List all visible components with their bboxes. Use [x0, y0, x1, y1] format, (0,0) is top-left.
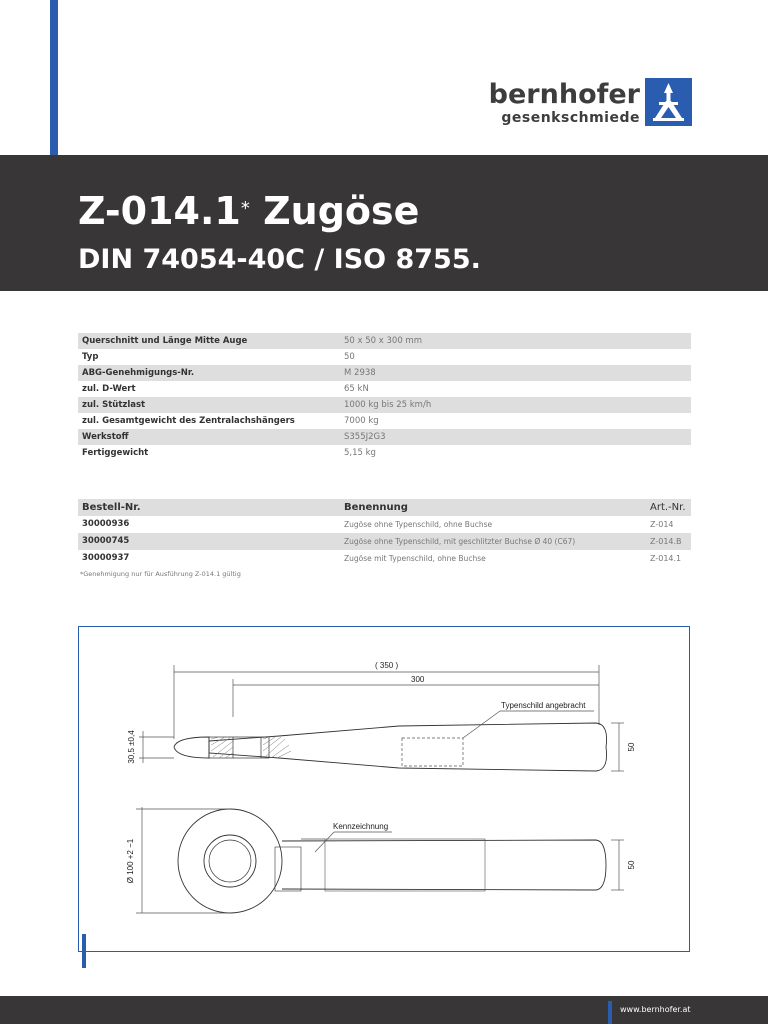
spec-value: M 2938 — [340, 365, 691, 381]
designation: Zugöse ohne Typenschild, ohne Buchse — [344, 520, 493, 529]
order-number: 30000937 — [82, 553, 130, 563]
footer-url-link[interactable]: www.bernhofer.at — [620, 1005, 691, 1014]
column-header-designation: Benennung — [340, 499, 646, 516]
table-row — [78, 533, 691, 550]
table-row — [78, 516, 691, 533]
table-row — [78, 429, 691, 445]
table-row — [78, 397, 691, 413]
eye-side-view — [178, 809, 282, 913]
dimension-height-top: 50 — [627, 742, 636, 752]
article-number: Z-014.B — [646, 533, 691, 550]
eye-top-view — [209, 723, 607, 771]
spec-value: S355J2G3 — [340, 429, 691, 445]
footnote: *Genehmigung nur für Ausführung Z-014.1 gültig — [80, 570, 241, 578]
order-number: 30000936 — [82, 519, 130, 529]
spec-table — [78, 333, 691, 461]
spec-value: 5,15 kg — [344, 448, 376, 458]
company-logo — [482, 78, 692, 130]
dimension-height-bottom: 50 — [627, 860, 636, 870]
article-number: Z-014.1 — [650, 554, 682, 563]
table-header-row — [78, 499, 691, 516]
article-number: Z-014 — [650, 520, 674, 529]
dimension-eye-diameter: Ø 100 +2 −1 — [126, 838, 135, 884]
table-row — [78, 349, 691, 365]
technical-drawing — [78, 626, 690, 952]
spec-label: zul. Stützlast — [78, 397, 340, 413]
marking-label: Kennzeichnung — [333, 822, 389, 831]
spec-label: Werkstoff — [78, 429, 340, 445]
dimension-length: 300 — [411, 675, 425, 684]
designation: Zugöse mit Typenschild, ohne Buchse — [344, 554, 486, 563]
order-number: 30000745 — [78, 533, 340, 550]
page-title: Z-014.1* Zugöse — [78, 189, 420, 233]
table-row — [78, 445, 691, 461]
table-row — [78, 550, 691, 567]
column-header-order-number: Bestell-Nr. — [78, 499, 340, 516]
order-table — [78, 499, 691, 567]
spec-value: 50 x 50 x 300 mm — [340, 333, 691, 349]
dimension-overall: ( 350 ) — [375, 661, 399, 670]
accent-bar-bottom — [82, 934, 86, 968]
dimension-eye-thickness: 30,5 ±0,4 — [127, 730, 136, 764]
logo-wordmark: bernhofer — [488, 79, 640, 110]
plate-label: Typenschild angebracht — [501, 701, 586, 710]
spec-label: Fertiggewicht — [82, 448, 149, 458]
spec-value: 65 kN — [344, 384, 369, 394]
spec-label: zul. Gesamtgewicht des Zentralachshängers — [82, 416, 295, 426]
spec-value: 50 — [344, 352, 355, 362]
spec-label: zul. D-Wert — [82, 384, 136, 394]
page-subtitle: DIN 74054-40C / ISO 8755. — [78, 244, 481, 275]
spec-label: Typ — [82, 352, 99, 362]
tower-crane-icon — [645, 78, 692, 126]
designation: Zugöse ohne Typenschild, mit geschlitzter Buchse Ø 40 (C67) — [340, 533, 646, 550]
column-header-article-number: Art.-Nr. — [646, 499, 691, 516]
spec-label: Querschnitt und Länge Mitte Auge — [78, 333, 340, 349]
drawing-svg — [79, 627, 691, 953]
table-row — [78, 365, 691, 381]
spec-value: 7000 kg — [344, 416, 379, 426]
table-row — [78, 413, 691, 429]
spec-value: 1000 kg bis 25 km/h — [340, 397, 691, 413]
footer-accent-bar — [608, 1001, 612, 1024]
table-row — [78, 333, 691, 349]
spec-label: ABG-Genehmigungs-Nr. — [78, 365, 340, 381]
table-row — [78, 381, 691, 397]
logo-subline: gesenkschmiede — [501, 110, 640, 126]
